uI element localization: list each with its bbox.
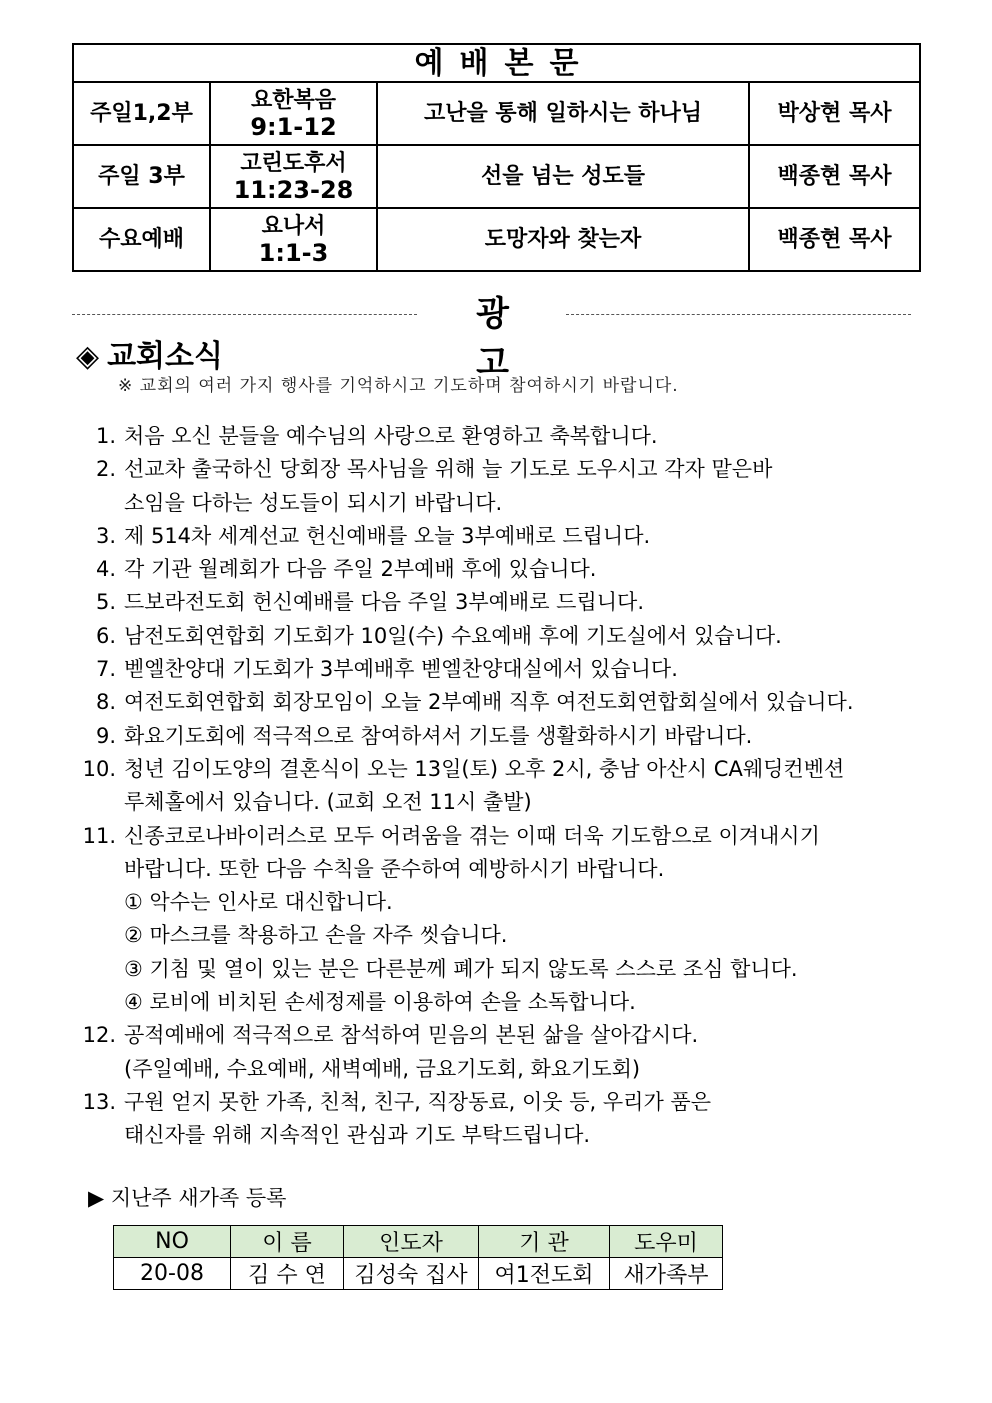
- list-item: [72, 1019, 932, 1086]
- list-line: 선교차 출국하신 당회장 목사님을 위해 늘 기도로 도우시고 각자 맡은바: [124, 457, 773, 482]
- list-number: 1.: [95, 424, 116, 448]
- news-list: [72, 420, 932, 1153]
- list-number: 4.: [95, 557, 116, 582]
- divider: [72, 314, 417, 315]
- cell-name: 김 수 연: [231, 1258, 344, 1290]
- worship-table: [72, 43, 921, 272]
- list-line: 여전도회연합회 회장모임이 오늘 2부예배 직후 여전도회연합회실에서 있습니다.: [124, 690, 854, 715]
- diamond-bullet-icon: ◈: [76, 339, 100, 374]
- list-line: 제 514차 세계선교 헌신예배를 오늘 3부예배로 드립니다.: [124, 523, 651, 548]
- cell-guide: 김성숙 집사: [344, 1258, 479, 1290]
- list-item: [72, 686, 932, 719]
- scripture: [210, 145, 377, 208]
- list-number: 7.: [95, 657, 116, 682]
- list-line: ④ 로비에 비치된 손세정제를 이용하여 손을 소독합니다.: [124, 990, 636, 1015]
- list-line: 청년 김이도양의 결혼식이 오는 13일(토) 오후 2시, 충남 아산시 CA웨딩컨벤션: [124, 756, 845, 781]
- list-number: 12.: [82, 1023, 116, 1048]
- header-group: 기 관: [479, 1226, 610, 1258]
- list-line: 드보라전도회 헌신예배를 다음 주일 3부예배로 드립니다.: [124, 590, 644, 615]
- header-guide: 인도자: [344, 1226, 479, 1258]
- list-line: 루체홀에서 있습니다. (교회 오전 11시 출발): [124, 790, 532, 815]
- list-item: [72, 420, 932, 453]
- sermon-title: 고난을 통해 일하시는 하나님: [377, 82, 749, 145]
- worship-row: [73, 82, 920, 145]
- list-item: [72, 553, 932, 586]
- list-line: 구원 얻지 못한 가족, 친척, 친구, 직장동료, 이웃 등, 우리가 품은: [124, 1089, 711, 1114]
- sermon-title: 선을 넘는 성도들: [377, 145, 749, 208]
- list-item: [72, 1086, 932, 1153]
- scripture-verses: 1:1-3: [258, 238, 329, 267]
- list-line: 처음 오신 분들을 예수님의 사랑으로 환영하고 축복합니다.: [124, 424, 658, 448]
- list-number: 8.: [95, 690, 116, 715]
- list-number: 3.: [95, 523, 116, 548]
- sermon-title: 도망자와 찾는자: [377, 208, 749, 271]
- cell-helper: 새가족부: [610, 1258, 723, 1290]
- list-item: [72, 453, 932, 520]
- ad-heading: 광고: [476, 294, 543, 383]
- header-helper: 도우미: [610, 1226, 723, 1258]
- table-header-row: [114, 1226, 723, 1258]
- cell-group: 여1전도회: [479, 1258, 610, 1290]
- scripture: [210, 82, 377, 145]
- worship-title: 예배본문: [73, 44, 920, 82]
- list-line: ② 마스크를 착용하고 손을 자주 씻습니다.: [124, 923, 508, 948]
- list-number: 2.: [95, 457, 116, 482]
- list-line: 벧엘찬양대 기도회가 3부예배후 벧엘찬양대실에서 있습니다.: [124, 657, 678, 682]
- list-line: 신종코로나바이러스로 모두 어려움을 겪는 이때 더욱 기도함으로 이겨내시기: [124, 823, 820, 848]
- list-number: 9.: [95, 723, 116, 748]
- list-item: [72, 620, 932, 653]
- service-name: 주일1,2부: [73, 82, 210, 145]
- list-line: ③ 기침 및 열이 있는 분은 다른분께 폐가 되지 않도록 스스로 조심 합니다.: [124, 956, 798, 981]
- list-line: (주일예배, 수요예배, 새벽예배, 금요기도회, 화요기도회): [124, 1056, 641, 1081]
- scripture-book: 요한복음: [250, 87, 336, 113]
- news-heading: [76, 331, 223, 375]
- new-family-heading: ▶ 지난주 새가족 등록: [88, 1186, 287, 1210]
- scripture-book: 고린도후서: [240, 150, 347, 176]
- list-line: 소임을 다하는 성도들이 되시기 바랍니다.: [124, 490, 503, 515]
- list-number: 13.: [82, 1089, 116, 1114]
- list-item: [72, 753, 932, 820]
- header-name: 이 름: [231, 1226, 344, 1258]
- news-note: ※ 교회의 여러 가지 행사를 기억하시고 기도하며 참여하시기 바랍니다.: [118, 376, 679, 396]
- list-number: 11.: [82, 823, 116, 848]
- news-heading-text: 교회소식: [107, 339, 223, 374]
- divider: [566, 314, 911, 315]
- list-line: 태신자를 위해 지속적인 관심과 기도 부탁드립니다.: [124, 1123, 591, 1148]
- worship-row: [73, 145, 920, 208]
- list-item: [72, 820, 932, 1020]
- list-item: [72, 720, 932, 753]
- list-line: 남전도회연합회 기도회가 10일(수) 수요예배 후에 기도실에서 있습니다.: [124, 623, 782, 648]
- list-number: 5.: [95, 590, 116, 615]
- header-no: NO: [114, 1226, 231, 1258]
- cell-no: 20-08: [114, 1258, 231, 1290]
- scripture-book: 요나서: [261, 213, 326, 239]
- list-number: 6.: [95, 623, 116, 648]
- list-line: 화요기도회에 적극적으로 참여하셔서 기도를 생활화하시기 바랍니다.: [124, 723, 753, 748]
- worship-row: [73, 208, 920, 271]
- scripture-verses: 11:23-28: [233, 175, 354, 204]
- list-item: [72, 520, 932, 553]
- list-item: [72, 586, 932, 619]
- table-row: [114, 1258, 723, 1290]
- service-name: 수요예배: [73, 208, 210, 271]
- list-line: 각 기관 월례회가 다음 주일 2부예배 후에 있습니다.: [124, 557, 597, 582]
- scripture: [210, 208, 377, 271]
- list-line: 바랍니다. 또한 다음 수칙을 준수하여 예방하시기 바랍니다.: [124, 856, 665, 881]
- list-line: 공적예배에 적극적으로 참석하여 믿음의 본된 삶을 살아갑시다.: [124, 1023, 699, 1048]
- preacher: 박상현 목사: [749, 82, 920, 145]
- list-line: ① 악수는 인사로 대신합니다.: [124, 890, 393, 915]
- scripture-verses: 9:1-12: [250, 112, 337, 141]
- preacher: 백종현 목사: [749, 145, 920, 208]
- list-item: [72, 653, 932, 686]
- list-number: 10.: [82, 756, 116, 781]
- new-family-table: [113, 1225, 723, 1290]
- preacher: 백종현 목사: [749, 208, 920, 271]
- service-name: 주일 3부: [73, 145, 210, 208]
